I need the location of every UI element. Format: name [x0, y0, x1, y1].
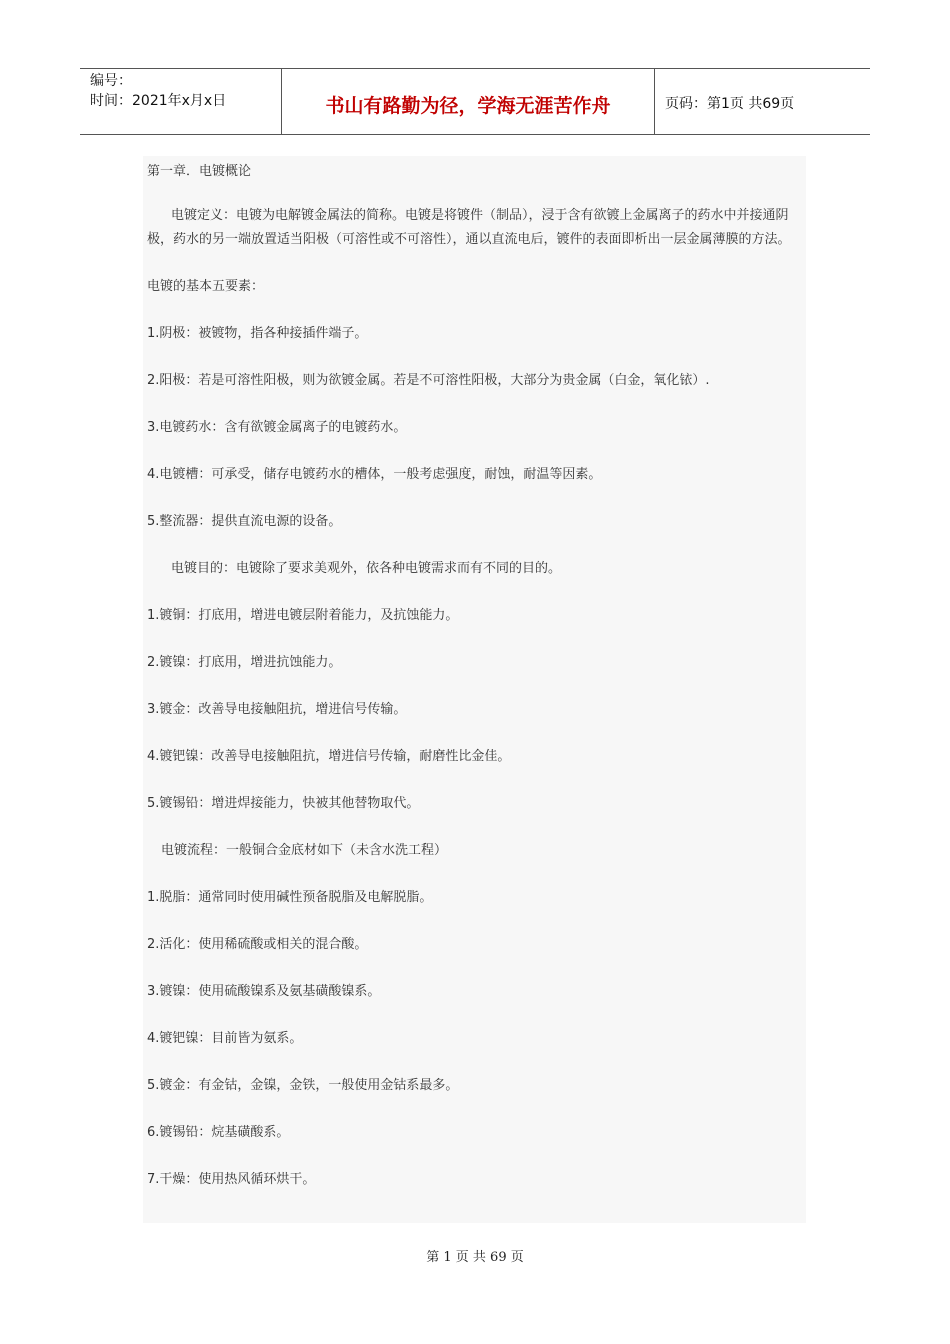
- elements-title: 电镀的基本五要素：: [147, 279, 265, 294]
- list-item: 2.活化：使用稀硫酸或相关的混合酸。: [147, 937, 368, 952]
- list-item: 1.镀铜：打底用，增进电镀层附着能力，及抗蚀能力。: [147, 608, 459, 623]
- list-item: 5.整流器：提供直流电源的设备。: [147, 514, 342, 529]
- document-body: [143, 156, 806, 1223]
- list-item: 7.干燥：使用热风循环烘干。: [147, 1172, 316, 1187]
- chapter-title: 第一章．电镀概论: [147, 164, 252, 179]
- list-item: 4.电镀槽：可承受，储存电镀药水的槽体，一般考虑强度，耐蚀，耐温等因素。: [147, 467, 602, 482]
- process-title: 电镀流程：一般铜合金底材如下（未含水洗工程）: [161, 843, 448, 858]
- list-item: 2.镀镍：打底用，增进抗蚀能力。: [147, 655, 342, 670]
- document-time-label: 时间：2021年x月x日: [90, 93, 227, 109]
- list-item: 1.阴极：被镀物，指各种接插件端子。: [147, 326, 368, 341]
- purpose-title: 电镀目的：电镀除了要求美观外，依各种电镀需求而有不同的目的。: [171, 561, 562, 576]
- list-item: 1.脱脂：通常同时使用碱性预备脱脂及电解脱脂。: [147, 890, 433, 905]
- list-item: 3.镀镍：使用硫酸镍系及氨基磺酸镍系。: [147, 984, 381, 999]
- list-item: 2.阳极：若是可溶性阳极，则为欲镀金属。若是不可溶性阳极，大部分为贵金属（白金，氧化铱）.: [147, 373, 710, 388]
- list-item: 4.镀钯镍：改善导电接触阻抗，增进信号传输，耐磨性比金佳。: [147, 749, 511, 764]
- header-page-info: 页码：第1页 共69页: [665, 95, 795, 112]
- process-list: [147, 886, 802, 1192]
- page-footer: 第 1 页 共 69 页: [426, 1250, 524, 1265]
- header-motto: 书山有路勤为径，学海无涯苦作舟: [281, 69, 655, 134]
- list-item: 3.镀金：改善导电接触阻抗，增进信号传输。: [147, 702, 407, 717]
- purposes-list: [147, 604, 802, 816]
- list-item: 5.镀锡铅：增进焊接能力，快被其他替物取代。: [147, 796, 420, 811]
- page-header: [80, 68, 870, 135]
- header-left-cell: [80, 69, 281, 134]
- list-item: 5.镀金：有金钴，金镍，金铁，一般使用金钴系最多。: [147, 1078, 459, 1093]
- elements-list: [147, 322, 802, 534]
- list-item: 6.镀锡铅：烷基磺酸系。: [147, 1125, 290, 1140]
- list-item: 3.电镀药水：含有欲镀金属离子的电镀药水。: [147, 420, 407, 435]
- document-number-label: 编号：: [90, 73, 132, 89]
- definition-paragraph: 电镀定义：电镀为电解镀金属法的简称。电镀是将镀件（制品），浸于含有欲镀上金属离子的药水中并接通阴极，药水的另一端放置适当阳极（可溶性或不可溶性），通以直流电后，镀件的表面即析出一层金属薄膜的方法。: [147, 208, 791, 247]
- list-item: 4.镀钯镍：目前皆为氨系。: [147, 1031, 303, 1046]
